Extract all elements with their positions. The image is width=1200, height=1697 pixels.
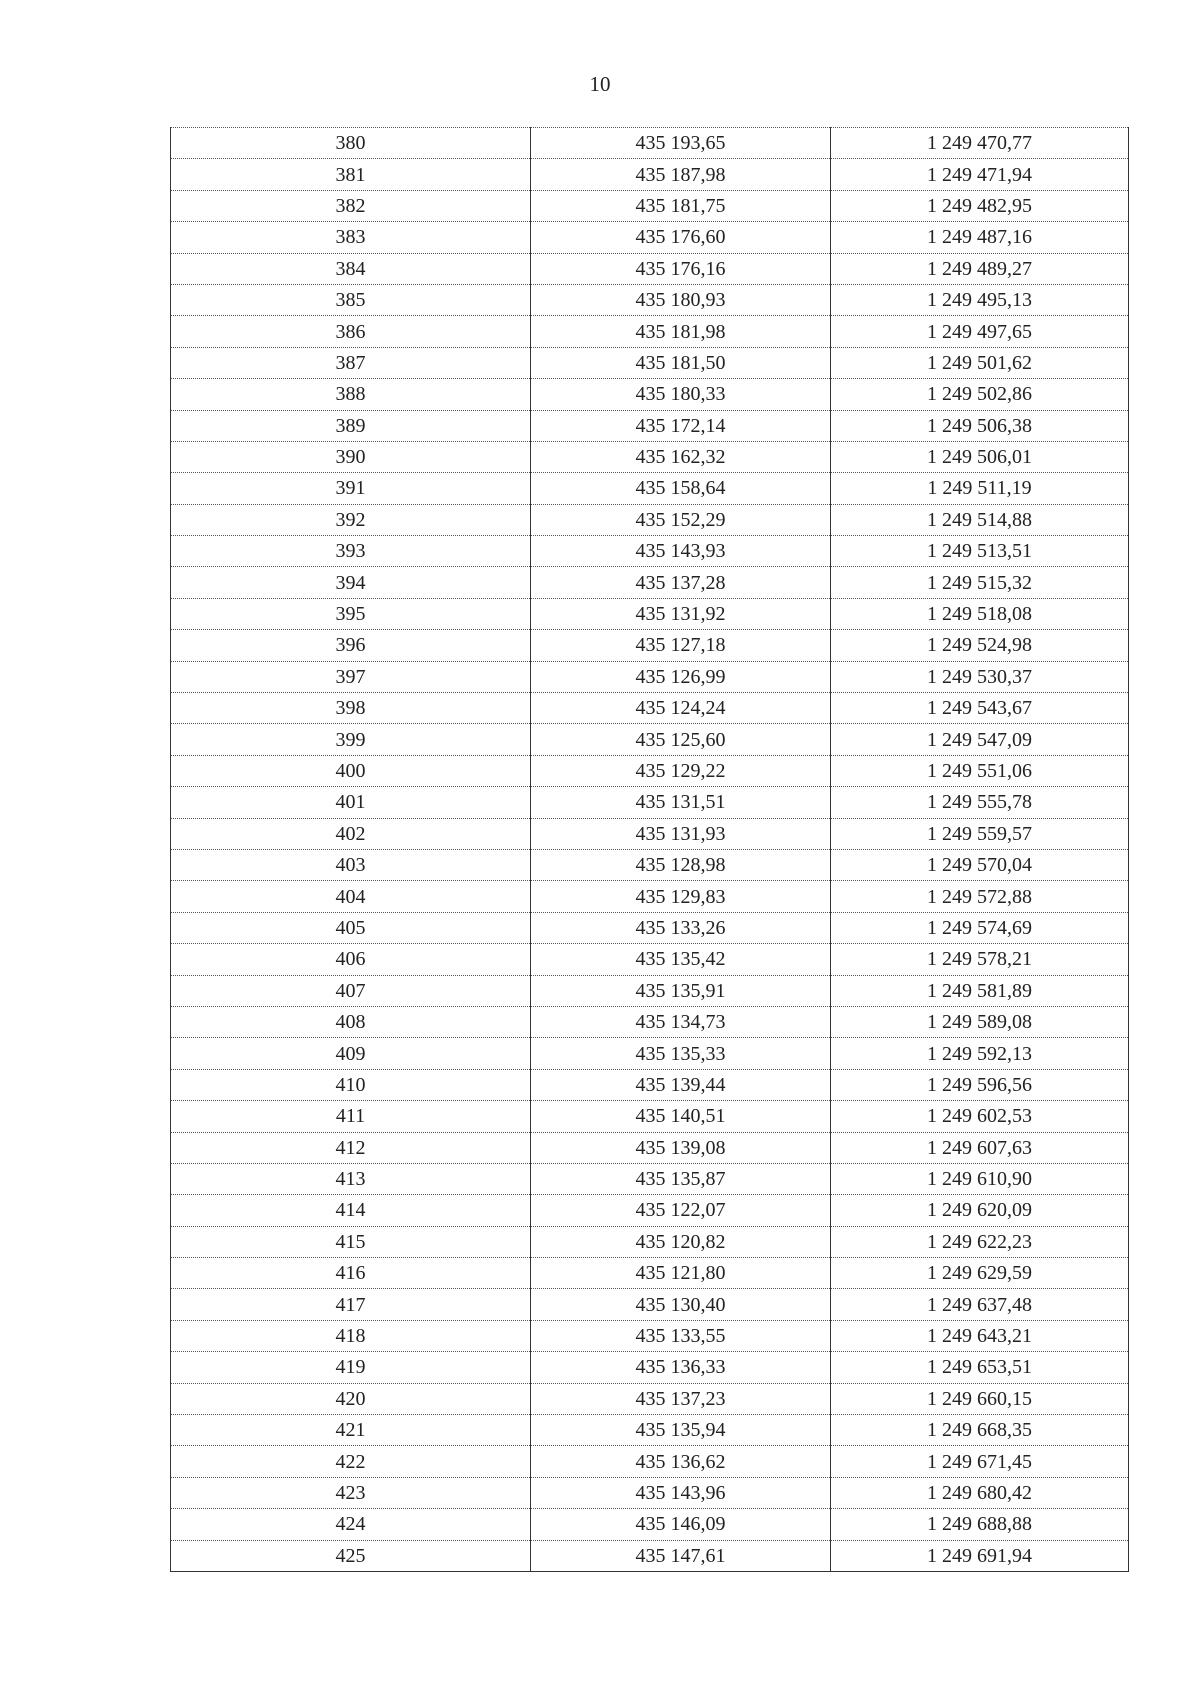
point-number-cell: 381 [171, 159, 531, 190]
x-coordinate-cell: 435 125,60 [531, 724, 831, 755]
x-coordinate-cell: 435 127,18 [531, 630, 831, 661]
y-coordinate-cell: 1 249 570,04 [831, 849, 1129, 880]
table-row [171, 661, 1129, 692]
x-coordinate-cell: 435 135,91 [531, 975, 831, 1006]
x-coordinate-cell: 435 135,94 [531, 1415, 831, 1446]
point-number-cell: 418 [171, 1320, 531, 1351]
table-row [171, 1540, 1129, 1571]
point-number-cell: 404 [171, 881, 531, 912]
point-number-cell: 393 [171, 536, 531, 567]
x-coordinate-cell: 435 139,44 [531, 1069, 831, 1100]
point-number-cell: 407 [171, 975, 531, 1006]
table-row [171, 1258, 1129, 1289]
x-coordinate-cell: 435 143,93 [531, 536, 831, 567]
point-number-cell: 401 [171, 787, 531, 818]
point-number-cell: 425 [171, 1540, 531, 1571]
table-row [171, 1006, 1129, 1037]
y-coordinate-cell: 1 249 514,88 [831, 504, 1129, 535]
x-coordinate-cell: 435 176,60 [531, 222, 831, 253]
x-coordinate-cell: 435 143,96 [531, 1477, 831, 1508]
x-coordinate-cell: 435 137,28 [531, 567, 831, 598]
y-coordinate-cell: 1 249 502,86 [831, 379, 1129, 410]
point-number-cell: 409 [171, 1038, 531, 1069]
point-number-cell: 386 [171, 316, 531, 347]
table-row [171, 159, 1129, 190]
table-row [171, 379, 1129, 410]
point-number-cell: 391 [171, 473, 531, 504]
point-number-cell: 421 [171, 1415, 531, 1446]
table-body [171, 128, 1129, 1572]
x-coordinate-cell: 435 131,92 [531, 598, 831, 629]
table-row [171, 284, 1129, 315]
x-coordinate-cell: 435 140,51 [531, 1101, 831, 1132]
table-row [171, 253, 1129, 284]
point-number-cell: 388 [171, 379, 531, 410]
y-coordinate-cell: 1 249 589,08 [831, 1006, 1129, 1037]
point-number-cell: 406 [171, 944, 531, 975]
point-number-cell: 405 [171, 912, 531, 943]
table-row [171, 630, 1129, 661]
y-coordinate-cell: 1 249 506,01 [831, 441, 1129, 472]
y-coordinate-cell: 1 249 489,27 [831, 253, 1129, 284]
x-coordinate-cell: 435 133,26 [531, 912, 831, 943]
table-row [171, 441, 1129, 472]
y-coordinate-cell: 1 249 620,09 [831, 1195, 1129, 1226]
point-number-cell: 398 [171, 693, 531, 724]
table-row [171, 128, 1129, 159]
x-coordinate-cell: 435 152,29 [531, 504, 831, 535]
table-row [171, 1195, 1129, 1226]
table-row [171, 410, 1129, 441]
table-row [171, 1101, 1129, 1132]
x-coordinate-cell: 435 120,82 [531, 1226, 831, 1257]
y-coordinate-cell: 1 249 501,62 [831, 347, 1129, 378]
point-number-cell: 392 [171, 504, 531, 535]
point-number-cell: 395 [171, 598, 531, 629]
point-number-cell: 384 [171, 253, 531, 284]
point-number-cell: 396 [171, 630, 531, 661]
y-coordinate-cell: 1 249 688,88 [831, 1509, 1129, 1540]
x-coordinate-cell: 435 180,93 [531, 284, 831, 315]
y-coordinate-cell: 1 249 495,13 [831, 284, 1129, 315]
y-coordinate-cell: 1 249 581,89 [831, 975, 1129, 1006]
table-row [171, 190, 1129, 221]
x-coordinate-cell: 435 135,42 [531, 944, 831, 975]
point-number-cell: 408 [171, 1006, 531, 1037]
table-row [171, 1163, 1129, 1194]
x-coordinate-cell: 435 131,51 [531, 787, 831, 818]
y-coordinate-cell: 1 249 470,77 [831, 128, 1129, 159]
point-number-cell: 390 [171, 441, 531, 472]
table-row [171, 944, 1129, 975]
point-number-cell: 380 [171, 128, 531, 159]
x-coordinate-cell: 435 124,24 [531, 693, 831, 724]
y-coordinate-cell: 1 249 671,45 [831, 1446, 1129, 1477]
point-number-cell: 412 [171, 1132, 531, 1163]
point-number-cell: 394 [171, 567, 531, 598]
y-coordinate-cell: 1 249 543,67 [831, 693, 1129, 724]
y-coordinate-cell: 1 249 592,13 [831, 1038, 1129, 1069]
coordinates-table [170, 127, 1129, 1572]
table-row [171, 1415, 1129, 1446]
table-row [171, 912, 1129, 943]
x-coordinate-cell: 435 137,23 [531, 1383, 831, 1414]
y-coordinate-cell: 1 249 547,09 [831, 724, 1129, 755]
y-coordinate-cell: 1 249 482,95 [831, 190, 1129, 221]
y-coordinate-cell: 1 249 596,56 [831, 1069, 1129, 1100]
table-row [171, 1383, 1129, 1414]
y-coordinate-cell: 1 249 487,16 [831, 222, 1129, 253]
point-number-cell: 385 [171, 284, 531, 315]
y-coordinate-cell: 1 249 637,48 [831, 1289, 1129, 1320]
x-coordinate-cell: 435 122,07 [531, 1195, 831, 1226]
point-number-cell: 415 [171, 1226, 531, 1257]
y-coordinate-cell: 1 249 660,15 [831, 1383, 1129, 1414]
table-row [171, 316, 1129, 347]
table-row [171, 755, 1129, 786]
y-coordinate-cell: 1 249 559,57 [831, 818, 1129, 849]
x-coordinate-cell: 435 136,62 [531, 1446, 831, 1477]
x-coordinate-cell: 435 176,16 [531, 253, 831, 284]
point-number-cell: 387 [171, 347, 531, 378]
y-coordinate-cell: 1 249 607,63 [831, 1132, 1129, 1163]
x-coordinate-cell: 435 134,73 [531, 1006, 831, 1037]
point-number-cell: 383 [171, 222, 531, 253]
point-number-cell: 422 [171, 1446, 531, 1477]
x-coordinate-cell: 435 133,55 [531, 1320, 831, 1351]
point-number-cell: 416 [171, 1258, 531, 1289]
table-row [171, 504, 1129, 535]
table-row [171, 724, 1129, 755]
y-coordinate-cell: 1 249 610,90 [831, 1163, 1129, 1194]
y-coordinate-cell: 1 249 530,37 [831, 661, 1129, 692]
table-row [171, 787, 1129, 818]
x-coordinate-cell: 435 187,98 [531, 159, 831, 190]
point-number-cell: 389 [171, 410, 531, 441]
y-coordinate-cell: 1 249 629,59 [831, 1258, 1129, 1289]
point-number-cell: 403 [171, 849, 531, 880]
x-coordinate-cell: 435 131,93 [531, 818, 831, 849]
x-coordinate-cell: 435 129,83 [531, 881, 831, 912]
x-coordinate-cell: 435 135,33 [531, 1038, 831, 1069]
y-coordinate-cell: 1 249 668,35 [831, 1415, 1129, 1446]
x-coordinate-cell: 435 162,32 [531, 441, 831, 472]
x-coordinate-cell: 435 130,40 [531, 1289, 831, 1320]
y-coordinate-cell: 1 249 653,51 [831, 1352, 1129, 1383]
y-coordinate-cell: 1 249 643,21 [831, 1320, 1129, 1351]
x-coordinate-cell: 435 136,33 [531, 1352, 831, 1383]
table-row [171, 536, 1129, 567]
y-coordinate-cell: 1 249 515,32 [831, 567, 1129, 598]
x-coordinate-cell: 435 139,08 [531, 1132, 831, 1163]
y-coordinate-cell: 1 249 574,69 [831, 912, 1129, 943]
y-coordinate-cell: 1 249 680,42 [831, 1477, 1129, 1508]
table-row [171, 598, 1129, 629]
x-coordinate-cell: 435 180,33 [531, 379, 831, 410]
table-row [171, 975, 1129, 1006]
point-number-cell: 402 [171, 818, 531, 849]
x-coordinate-cell: 435 126,99 [531, 661, 831, 692]
point-number-cell: 397 [171, 661, 531, 692]
table-row [171, 1352, 1129, 1383]
table-row [171, 1509, 1129, 1540]
y-coordinate-cell: 1 249 555,78 [831, 787, 1129, 818]
y-coordinate-cell: 1 249 524,98 [831, 630, 1129, 661]
table-row [171, 1446, 1129, 1477]
y-coordinate-cell: 1 249 691,94 [831, 1540, 1129, 1571]
x-coordinate-cell: 435 121,80 [531, 1258, 831, 1289]
page-number: 10 [589, 72, 611, 96]
point-number-cell: 414 [171, 1195, 531, 1226]
y-coordinate-cell: 1 249 551,06 [831, 755, 1129, 786]
table-row [171, 1289, 1129, 1320]
table-row [171, 881, 1129, 912]
table-row [171, 567, 1129, 598]
point-number-cell: 420 [171, 1383, 531, 1414]
table-row [171, 347, 1129, 378]
point-number-cell: 419 [171, 1352, 531, 1383]
x-coordinate-cell: 435 146,09 [531, 1509, 831, 1540]
point-number-cell: 399 [171, 724, 531, 755]
y-coordinate-cell: 1 249 602,53 [831, 1101, 1129, 1132]
table-row [171, 1320, 1129, 1351]
y-coordinate-cell: 1 249 622,23 [831, 1226, 1129, 1257]
point-number-cell: 411 [171, 1101, 531, 1132]
y-coordinate-cell: 1 249 518,08 [831, 598, 1129, 629]
x-coordinate-cell: 435 181,75 [531, 190, 831, 221]
table-row [171, 818, 1129, 849]
table-row [171, 1226, 1129, 1257]
x-coordinate-cell: 435 129,22 [531, 755, 831, 786]
x-coordinate-cell: 435 172,14 [531, 410, 831, 441]
table-row [171, 693, 1129, 724]
point-number-cell: 410 [171, 1069, 531, 1100]
point-number-cell: 424 [171, 1509, 531, 1540]
y-coordinate-cell: 1 249 578,21 [831, 944, 1129, 975]
table-row [171, 1477, 1129, 1508]
x-coordinate-cell: 435 193,65 [531, 128, 831, 159]
y-coordinate-cell: 1 249 513,51 [831, 536, 1129, 567]
x-coordinate-cell: 435 135,87 [531, 1163, 831, 1194]
y-coordinate-cell: 1 249 471,94 [831, 159, 1129, 190]
x-coordinate-cell: 435 181,98 [531, 316, 831, 347]
y-coordinate-cell: 1 249 497,65 [831, 316, 1129, 347]
y-coordinate-cell: 1 249 572,88 [831, 881, 1129, 912]
point-number-cell: 413 [171, 1163, 531, 1194]
table-row [171, 849, 1129, 880]
y-coordinate-cell: 1 249 511,19 [831, 473, 1129, 504]
x-coordinate-cell: 435 128,98 [531, 849, 831, 880]
point-number-cell: 400 [171, 755, 531, 786]
y-coordinate-cell: 1 249 506,38 [831, 410, 1129, 441]
x-coordinate-cell: 435 181,50 [531, 347, 831, 378]
point-number-cell: 382 [171, 190, 531, 221]
table-row [171, 473, 1129, 504]
table-row [171, 222, 1129, 253]
x-coordinate-cell: 435 158,64 [531, 473, 831, 504]
table-row [171, 1132, 1129, 1163]
x-coordinate-cell: 435 147,61 [531, 1540, 831, 1571]
table-row [171, 1038, 1129, 1069]
table-row [171, 1069, 1129, 1100]
point-number-cell: 423 [171, 1477, 531, 1508]
point-number-cell: 417 [171, 1289, 531, 1320]
